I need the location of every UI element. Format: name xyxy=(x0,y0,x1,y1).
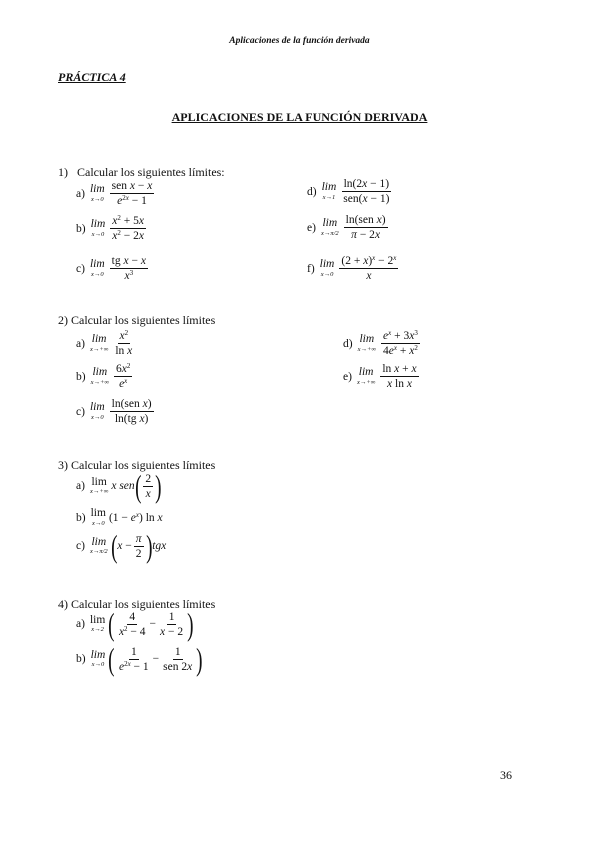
exercise-2a: a) lim x→+∞ $\frac{x^2}{\text{ln x}}$ xyxy=(76,329,133,357)
exercise-4b: b) lim x→0 ( $\frac{1}{e^{2x} - 1}$ − $\frac{1}{\text{sen 2x}}$ ) xyxy=(76,641,203,677)
exercise-1b: b) lim x→0 $\frac{x^2 + 5x}{x^2 - 2x}$ xyxy=(76,214,145,242)
exercise-1c: c) lim x→0 $\frac{\text{tg x − x}}{x^3}$ xyxy=(76,255,146,282)
exercise-3c: c) lim x→π/2 ( x − $\frac{\pi}{2}$ ) tgx xyxy=(76,528,167,564)
page-number: 36 xyxy=(500,768,512,782)
practice-label: PRÁCTICA 4 xyxy=(58,70,126,84)
section-4-heading: 4) Calcular los siguientes límites xyxy=(58,597,216,611)
section-2-heading: 2) Calcular los siguientes límites xyxy=(58,313,216,327)
exercise-3b: b) lim x→0 $(1 - e^x)$ ln x xyxy=(76,507,163,527)
exercise-2c: c) lim x→0 $\frac{\text{ln(sen x)}}{\text{ln(tg x)}}$ xyxy=(76,398,152,425)
section-1-heading: 1) Calcular los siguientes límites: xyxy=(58,165,225,179)
exercise-1d: d) lim x→1 $\frac{\ln(2x - 1)}{\text{sen(x − 1)}}$ xyxy=(307,178,390,205)
exercise-1f: f) lim x→0 $\frac{(2 + x)^x - 2^x}{x}$ xyxy=(307,254,397,282)
exercise-2e: e) lim x→+∞ $\frac{\text{ln x + x}}{\text{x ln x}}$ xyxy=(343,363,417,390)
exercise-4a: a) lim x→2 ( $\frac{4}{x^2 - 4}$ − $\frac{1}{x - 2}$ ) xyxy=(76,606,194,642)
page-title: APLICACIONES DE LA FUNCIÓN DERIVADA xyxy=(171,110,428,124)
exercise-2d: d) lim x→+∞ $\frac{e^x + 3x^3}{4e^x + x^2}$ xyxy=(343,329,418,357)
running-header: Aplicaciones de la función derivada xyxy=(229,36,370,46)
exercise-1e: e) lim x→π/2 $\frac{\text{ln(sen x)}}{\pi - 2x}$ xyxy=(307,214,386,241)
section-3-heading: 3) Calcular los siguientes límites xyxy=(58,458,216,472)
exercise-3a: a) lim x→+∞ x sen ( $\frac{2}{x}$ ) xyxy=(76,468,162,504)
exercise-1a: a) lim x→0 $\frac{\text{sen x − x}}{e^{2x} - 1}$ xyxy=(76,180,153,207)
exercise-2b: b) lim x→+∞ $\frac{6x^2}{e^x}$ xyxy=(76,362,131,390)
